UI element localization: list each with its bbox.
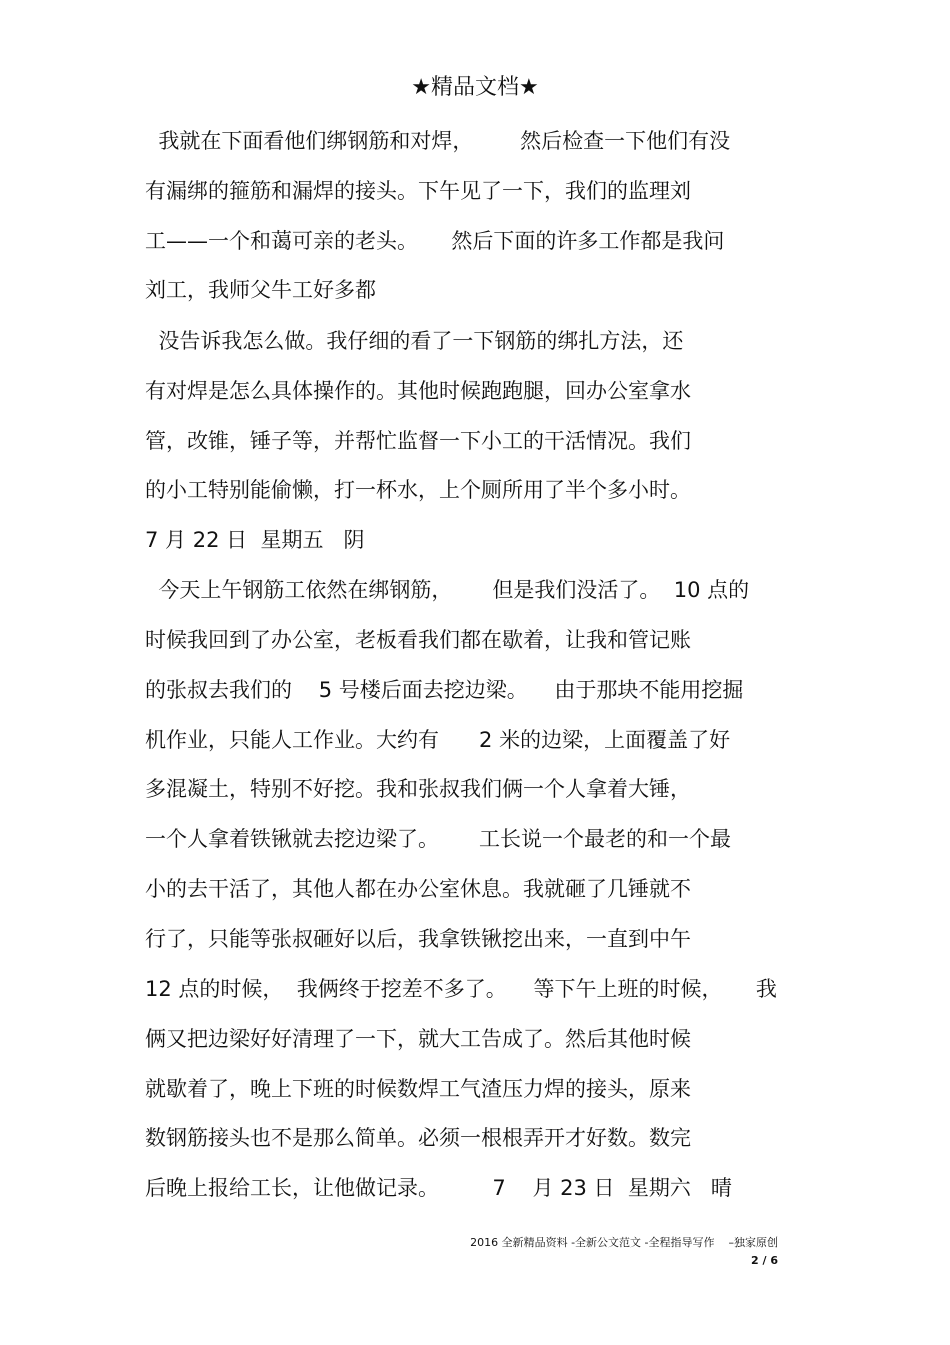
text-line: 有漏绑的箍筋和漏焊的接头。下午见了一下，我们的监理刘 — [145, 179, 691, 203]
text-line: 数钢筋接头也不是那么简单。必须一根根弄开才好数。数完 — [145, 1126, 691, 1150]
text-line: 刘工，我师父牛工好多都 — [145, 278, 376, 302]
text-line: 我就在下面看他们绑钢筋和对焊， 然后检查一下他们有没 — [145, 129, 731, 153]
text-line: 一个人拿着铁锹就去挖边梁了。 工长说一个最老的和一个最 — [145, 827, 732, 851]
text-line: 俩又把边梁好好清理了一下，就大工告成了。然后其他时候 — [145, 1027, 691, 1051]
text-line: 小的去干活了，其他人都在办公室休息。我就砸了几锤就不 — [145, 877, 691, 901]
text-line: 就歇着了，晚上下班的时候数焊工气渣压力焊的接头，原来 — [145, 1077, 691, 1101]
text-line: 机作业，只能人工作业。大约有 2 米的边梁，上面覆盖了好 — [145, 728, 731, 752]
text-line: 时候我回到了办公室，老板看我们都在歇着，让我和管记账 — [145, 628, 691, 652]
text-line: 行了，只能等张叔砸好以后，我拿铁锹挖出来，一直到中午 — [145, 927, 691, 951]
text-line: 工——一个和蔼可亲的老头。 然后下面的许多工作都是我问 — [145, 229, 725, 253]
text-line: 管，改锥，锤子等，并帮忙监督一下小工的干活情况。我们 — [145, 429, 691, 453]
text-line: 有对焊是怎么具体操作的。其他时候跑跑腿，回办公室拿水 — [145, 379, 691, 403]
text-line: 今天上午钢筋工依然在绑钢筋， 但是我们没活了。 10 点的 — [145, 578, 750, 602]
text-line: 的张叔去我们的 5 号楼后面去挖边梁。 由于那块不能用挖掘 — [145, 678, 744, 702]
text-line: 的小工特别能偷懒，打一杯水，上个厕所用了半个多小时。 — [145, 478, 691, 502]
footer-text: 2016 全新精品资料 -全新公文范文 -全程指导写作 –独家原创 — [470, 1236, 778, 1249]
text-line: 12 点的时候， 我俩终于挖差不多了。 等下午上班的时候， 我 — [145, 977, 777, 1001]
page-number: 2 / 6 — [751, 1254, 778, 1267]
text-line: 多混凝土，特别不好挖。我和张叔我们俩一个人拿着大锤， — [145, 777, 691, 801]
date-heading: 7 月 22 日 星期五 阴 — [145, 528, 365, 552]
text-line: 后晚上报给工长，让他做记录。 7 月 23 日 星期六 晴 — [145, 1176, 732, 1200]
page-header-title: ★精品文档★ — [411, 75, 539, 100]
text-line: 没告诉我怎么做。我仔细的看了一下钢筋的绑扎方法，还 — [145, 329, 684, 353]
